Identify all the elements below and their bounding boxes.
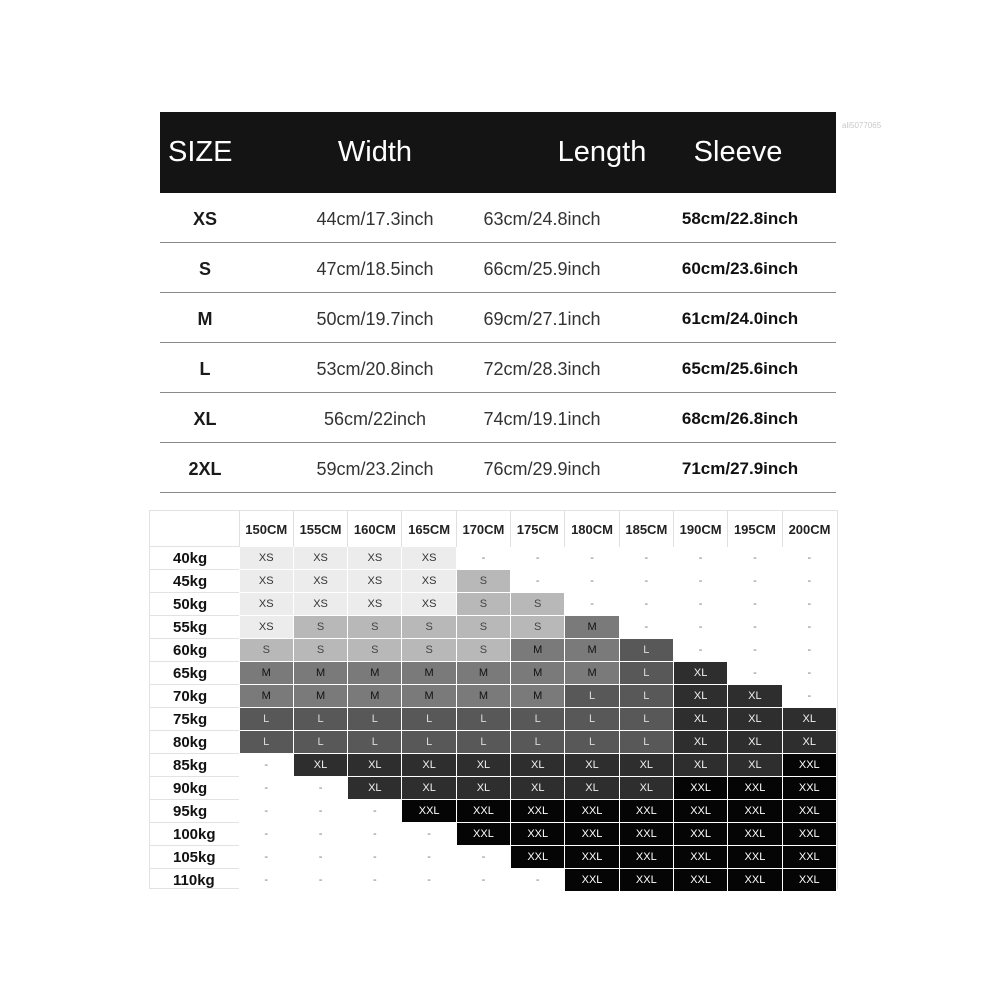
size-cell: - xyxy=(348,846,402,869)
size-cell: M xyxy=(348,662,402,685)
size-cell: - xyxy=(348,823,402,846)
size-cell: XXL xyxy=(565,846,619,869)
size-cell: XXL xyxy=(782,800,836,823)
size-cell: XL xyxy=(782,731,836,754)
size-cell: - xyxy=(782,593,836,616)
weight-label: 65kg xyxy=(150,662,239,685)
size-cell: XS xyxy=(293,593,347,616)
size-cell: L xyxy=(619,731,673,754)
size-cell: 2XL xyxy=(188,459,222,479)
sleeve-cell: 71cm/27.9inch xyxy=(681,459,799,478)
size-cell: M xyxy=(239,685,293,708)
weight-label: 80kg xyxy=(150,731,239,754)
size-cell: - xyxy=(673,593,727,616)
size-cell: - xyxy=(619,570,673,593)
weight-row xyxy=(150,823,837,846)
measurement-body xyxy=(160,193,836,493)
size-cell: XXL xyxy=(782,754,836,777)
size-cell: S xyxy=(293,616,347,639)
weight-label: 70kg xyxy=(150,685,239,708)
size-cell: L xyxy=(456,731,510,754)
size-cell: S xyxy=(456,593,510,616)
size-cell: - xyxy=(728,662,782,685)
size-cell: XXL xyxy=(728,777,782,800)
size-cell: - xyxy=(239,777,293,800)
size-cell: - xyxy=(511,547,565,570)
weight-label: 60kg xyxy=(150,639,239,662)
size-cell: S xyxy=(456,570,510,593)
weight-label: 40kg xyxy=(150,547,239,570)
size-cell: XXL xyxy=(402,800,456,823)
size-cell: XXL xyxy=(782,777,836,800)
size-cell: XS xyxy=(348,570,402,593)
size-cell: M xyxy=(511,662,565,685)
size-cell: M xyxy=(511,685,565,708)
measurement-header xyxy=(160,112,836,193)
size-cell: - xyxy=(728,570,782,593)
size-cell: XL xyxy=(673,662,727,685)
size-cell: XL xyxy=(728,754,782,777)
size-cell: - xyxy=(456,846,510,869)
sleeve-cell: 58cm/22.8inch xyxy=(681,209,799,228)
weight-label: 75kg xyxy=(150,708,239,731)
size-cell: L xyxy=(619,708,673,731)
size-cell: XL xyxy=(728,731,782,754)
size-cell: L xyxy=(239,708,293,731)
size-cell: XXL xyxy=(456,800,510,823)
weight-row xyxy=(150,708,837,731)
weight-row xyxy=(150,800,837,823)
size-cell: L xyxy=(619,685,673,708)
size-cell: XL xyxy=(456,777,510,800)
size-cell: S xyxy=(511,616,565,639)
size-cell: - xyxy=(293,869,347,892)
size-cell: S xyxy=(239,639,293,662)
size-cell: M xyxy=(293,685,347,708)
height-header: 190CM xyxy=(673,511,727,547)
weight-label: 90kg xyxy=(150,777,239,800)
size-cell: XL xyxy=(511,754,565,777)
height-header: 155CM xyxy=(293,511,347,547)
width-cell: 44cm/17.3inch xyxy=(316,209,434,229)
weight-label: 50kg xyxy=(150,593,239,616)
height-header: 165CM xyxy=(402,511,456,547)
size-cell: XL xyxy=(565,777,619,800)
height-header: 185CM xyxy=(619,511,673,547)
size-cell: S xyxy=(348,616,402,639)
size-cell: - xyxy=(565,593,619,616)
weight-row xyxy=(150,685,837,708)
size-cell: - xyxy=(239,754,293,777)
size-cell: - xyxy=(728,593,782,616)
width-cell: 59cm/23.2inch xyxy=(316,459,434,479)
size-cell: - xyxy=(239,823,293,846)
size-cell: S xyxy=(293,639,347,662)
size-cell: XL xyxy=(402,777,456,800)
size-cell: XXL xyxy=(565,869,619,892)
size-cell: XXL xyxy=(782,869,836,892)
size-cell: L xyxy=(511,708,565,731)
size-cell: XXL xyxy=(673,777,727,800)
weight-row xyxy=(150,846,837,869)
weight-label: 105kg xyxy=(150,846,239,869)
size-cell: S xyxy=(402,616,456,639)
size-cell: - xyxy=(782,570,836,593)
header-width: Width xyxy=(337,136,413,168)
width-cell: 56cm/22inch xyxy=(323,409,427,429)
measurement-row xyxy=(160,343,836,393)
length-cell: 76cm/29.9inch xyxy=(483,459,601,479)
weight-row xyxy=(150,869,837,892)
measurement-row xyxy=(160,243,836,293)
size-cell: - xyxy=(619,547,673,570)
size-cell: M xyxy=(402,662,456,685)
size-cell: M xyxy=(565,616,619,639)
size-cell: - xyxy=(293,846,347,869)
size-cell: - xyxy=(565,547,619,570)
height-header: 180CM xyxy=(565,511,619,547)
weight-label: 110kg xyxy=(150,869,239,892)
height-header: 160CM xyxy=(348,511,402,547)
size-cell: XS xyxy=(402,593,456,616)
width-cell: 47cm/18.5inch xyxy=(316,259,434,279)
size-cell: M xyxy=(565,662,619,685)
weight-row xyxy=(150,593,837,616)
length-cell: 69cm/27.1inch xyxy=(483,309,601,329)
measurement-row xyxy=(160,193,836,243)
size-cell: - xyxy=(456,547,510,570)
size-cell: XXL xyxy=(619,869,673,892)
size-cell: XS xyxy=(402,570,456,593)
size-cell: - xyxy=(293,823,347,846)
size-cell: XL xyxy=(728,708,782,731)
size-cell: XL xyxy=(728,685,782,708)
sleeve-cell: 60cm/23.6inch xyxy=(681,259,799,278)
size-cell: M xyxy=(456,685,510,708)
size-cell: - xyxy=(402,823,456,846)
size-cell: XXL xyxy=(673,823,727,846)
size-cell: - xyxy=(293,777,347,800)
size-cell: XL xyxy=(673,708,727,731)
size-cell: M xyxy=(293,662,347,685)
size-cell: XXL xyxy=(728,823,782,846)
size-cell: - xyxy=(673,639,727,662)
height-header: 195CM xyxy=(728,511,782,547)
size-cell: - xyxy=(511,570,565,593)
size-cell: XXL xyxy=(565,823,619,846)
size-cell: XXL xyxy=(673,800,727,823)
size-cell: XS xyxy=(192,209,217,229)
size-cell: L xyxy=(619,639,673,662)
size-cell: XS xyxy=(348,593,402,616)
weight-row xyxy=(150,639,837,662)
size-cell: XL xyxy=(193,409,217,429)
size-cell: XL xyxy=(293,754,347,777)
size-cell: S xyxy=(456,639,510,662)
size-cell: XS xyxy=(293,570,347,593)
weight-row xyxy=(150,662,837,685)
size-cell: - xyxy=(239,846,293,869)
size-cell: S xyxy=(348,639,402,662)
size-grid-table xyxy=(150,511,837,892)
size-cell: - xyxy=(239,800,293,823)
width-cell: 53cm/20.8inch xyxy=(316,359,434,379)
weight-row xyxy=(150,547,837,570)
size-cell: XL xyxy=(673,731,727,754)
size-cell: - xyxy=(619,616,673,639)
size-cell: S xyxy=(456,616,510,639)
measurement-row xyxy=(160,443,836,493)
size-cell: - xyxy=(456,869,510,892)
weight-row xyxy=(150,731,837,754)
size-cell: M xyxy=(239,662,293,685)
size-cell: - xyxy=(293,800,347,823)
size-cell: M xyxy=(402,685,456,708)
size-cell: L xyxy=(348,731,402,754)
size-cell: - xyxy=(782,639,836,662)
grid-corner xyxy=(150,511,239,547)
measurement-table xyxy=(160,112,836,493)
size-cell: XL xyxy=(456,754,510,777)
size-cell: - xyxy=(348,869,402,892)
size-cell: - xyxy=(619,593,673,616)
size-cell: - xyxy=(402,869,456,892)
weight-rows xyxy=(150,547,837,892)
weight-label: 100kg xyxy=(150,823,239,846)
length-cell: 72cm/28.3inch xyxy=(483,359,601,379)
size-cell: L xyxy=(565,685,619,708)
size-cell: - xyxy=(728,616,782,639)
size-cell: - xyxy=(728,547,782,570)
size-cell: - xyxy=(239,869,293,892)
sleeve-cell: 65cm/25.6inch xyxy=(681,359,799,378)
length-cell: 63cm/24.8inch xyxy=(483,209,601,229)
size-cell: L xyxy=(402,708,456,731)
size-cell: XL xyxy=(511,777,565,800)
size-cell: L xyxy=(511,731,565,754)
size-cell: M xyxy=(197,309,213,329)
size-cell: XXL xyxy=(728,846,782,869)
weight-row xyxy=(150,777,837,800)
size-cell: L xyxy=(348,708,402,731)
header-length: Length xyxy=(557,136,647,168)
weight-row xyxy=(150,570,837,593)
size-cell: - xyxy=(673,570,727,593)
size-cell: - xyxy=(782,616,836,639)
size-cell: - xyxy=(402,846,456,869)
weight-label: 95kg xyxy=(150,800,239,823)
size-cell: XXL xyxy=(511,846,565,869)
size-cell: XL xyxy=(673,685,727,708)
size-cell: - xyxy=(348,800,402,823)
size-cell: S xyxy=(198,259,211,279)
size-cell: - xyxy=(673,616,727,639)
size-cell: XS xyxy=(348,547,402,570)
size-cell: XXL xyxy=(782,846,836,869)
size-cell: - xyxy=(782,685,836,708)
size-cell: L xyxy=(293,708,347,731)
size-cell: XXL xyxy=(511,800,565,823)
size-cell: - xyxy=(511,869,565,892)
size-cell: - xyxy=(782,547,836,570)
size-cell: XL xyxy=(782,708,836,731)
size-cell: M xyxy=(511,639,565,662)
size-cell: M xyxy=(565,639,619,662)
size-cell: L xyxy=(402,731,456,754)
size-cell: XXL xyxy=(673,869,727,892)
size-cell: XXL xyxy=(782,823,836,846)
size-cell: M xyxy=(456,662,510,685)
size-cell: - xyxy=(782,662,836,685)
sleeve-cell: 68cm/26.8inch xyxy=(681,409,799,428)
height-header: 170CM xyxy=(456,511,510,547)
height-header-row xyxy=(150,511,837,547)
height-header: 175CM xyxy=(511,511,565,547)
size-cell: L xyxy=(239,731,293,754)
size-cell: XXL xyxy=(728,800,782,823)
size-cell: XXL xyxy=(673,846,727,869)
size-cell: XL xyxy=(348,754,402,777)
size-cell: L xyxy=(565,731,619,754)
size-cell: XS xyxy=(402,547,456,570)
width-cell: 50cm/19.7inch xyxy=(316,309,434,329)
length-cell: 74cm/19.1inch xyxy=(483,409,601,429)
weight-label: 55kg xyxy=(150,616,239,639)
size-cell: L xyxy=(619,662,673,685)
measurement-row xyxy=(160,393,836,443)
watermark-text: ali5077065 xyxy=(842,121,882,130)
size-cell: XL xyxy=(402,754,456,777)
size-cell: L xyxy=(456,708,510,731)
size-cell: - xyxy=(565,570,619,593)
size-cell: XXL xyxy=(619,823,673,846)
size-cell: XL xyxy=(619,754,673,777)
weight-row xyxy=(150,616,837,639)
size-cell: - xyxy=(673,547,727,570)
sleeve-cell: 61cm/24.0inch xyxy=(681,309,799,328)
size-cell: XS xyxy=(239,547,293,570)
size-cell: XXL xyxy=(511,823,565,846)
size-cell: S xyxy=(402,639,456,662)
weight-row xyxy=(150,754,837,777)
size-cell: XL xyxy=(619,777,673,800)
size-cell: XL xyxy=(673,754,727,777)
size-cell: L xyxy=(293,731,347,754)
height-header: 200CM xyxy=(782,511,836,547)
size-cell: XXL xyxy=(565,800,619,823)
size-cell: XXL xyxy=(728,869,782,892)
size-cell: L xyxy=(565,708,619,731)
height-header: 150CM xyxy=(239,511,293,547)
header-sleeve: Sleeve xyxy=(693,136,783,168)
length-cell: 66cm/25.9inch xyxy=(483,259,601,279)
size-cell: L xyxy=(199,359,211,379)
size-cell: XS xyxy=(239,570,293,593)
size-cell: XXL xyxy=(619,846,673,869)
size-cell: - xyxy=(728,639,782,662)
measurement-row xyxy=(160,293,836,343)
size-cell: XXL xyxy=(456,823,510,846)
size-cell: XS xyxy=(293,547,347,570)
size-cell: XXL xyxy=(619,800,673,823)
weight-label: 45kg xyxy=(150,570,239,593)
size-recommendation-grid xyxy=(149,510,838,889)
weight-label: 85kg xyxy=(150,754,239,777)
size-cell: XL xyxy=(565,754,619,777)
size-cell: M xyxy=(348,685,402,708)
header-size: SIZE xyxy=(168,136,233,168)
size-cell: XS xyxy=(239,593,293,616)
size-cell: XL xyxy=(348,777,402,800)
size-cell: S xyxy=(511,593,565,616)
size-cell: XS xyxy=(239,616,293,639)
